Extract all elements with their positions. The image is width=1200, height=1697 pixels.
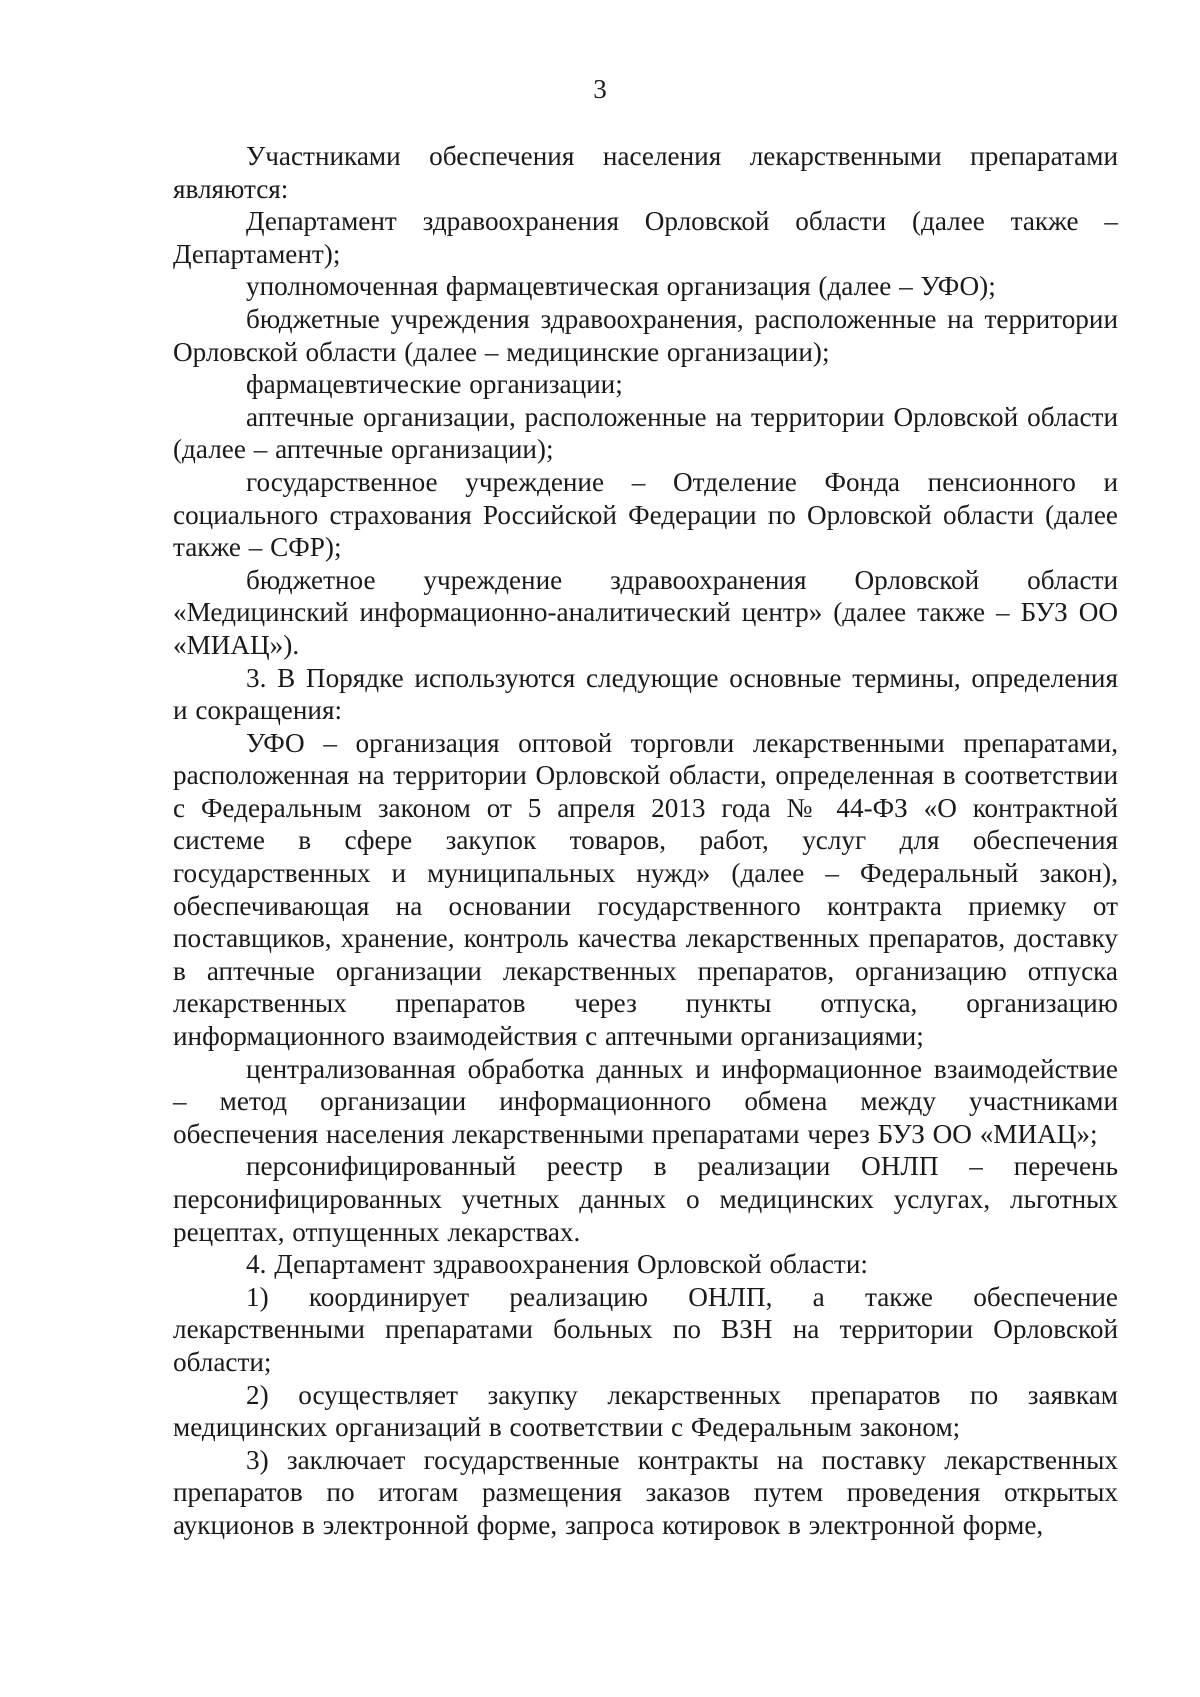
paragraph-department: Департамент здравоохранения Орловской области (далее также – Департамент);: [173, 206, 1118, 269]
paragraph-pharmacy-organizations: аптечные организации, расположенные на территории Орловской области (далее – аптечные организации);: [173, 401, 1118, 465]
paragraph-sfr: государственное учреждение – Отделение Фонда пенсионного и социального страхования Российской Федерации по Орловской области (далее также – СФР);: [173, 466, 1118, 563]
paragraph-centralized-processing: централизованная обработка данных и информационное взаимодействие – метод организации информационного обмена между участниками обеспечения населения лекарственными препаратами через БУЗ ОО «МИАЦ»;: [173, 1053, 1118, 1149]
paragraph-ufo: уполномоченная фармацевтическая организация (далее – УФО);: [246, 271, 996, 302]
paragraph-personalized-registry: персонифицированный реестр в реализации ОНЛП – перечень персонифицированных учетных данных о медицинских услугах, льготных рецептах, отпущенных лекарствах.: [173, 1151, 1118, 1247]
paragraph-participants-intro: Участниками обеспечения населения лекарственными препаратами являются:: [173, 141, 1118, 204]
paragraph-pharmaceutical-organizations: фармацевтические организации;: [246, 369, 623, 400]
paragraph-ufo-definition: УФО – организация оптовой торговли лекарственными препаратами, расположенная на территории Орловской области, определенная в соответствии с Федеральным законом от 5 апреля 2013 года № 44-ФЗ «О контрактной системе в сфере закупок товаров, работ, услуг для обеспечения государственных и муниципальных нужд» (далее – Федеральный закон), обеспечивающая на основании государственного контракта приемку от поставщиков, хранение, контроль качества лекарственных препаратов, доставку в аптечные организации лекарственных препаратов, организацию отпуска лекарственных препаратов через пункты отпуска, организацию информационного взаимодействия с аптечными организациями;: [173, 727, 1118, 1052]
paragraph-section-4-department: 4. Департамент здравоохранения Орловской области:: [246, 1249, 868, 1280]
paragraph-miac: бюджетное учреждение здравоохранения Орловской области «Медицинский информационно-аналитический центр» (далее также – БУЗ ОО «МИАЦ»).: [173, 564, 1118, 660]
page-number: 3: [593, 74, 607, 104]
paragraph-medical-organizations: бюджетные учреждения здравоохранения, расположенные на территории Орловской области (далее – медицинские организации);: [173, 303, 1118, 367]
paragraph-section-3-terms: 3. В Порядке используются следующие основные термины, определения и сокращения:: [173, 662, 1118, 726]
document-body: [173, 140, 1118, 1542]
paragraph-item-3: 3) заключает государственные контракты на поставку лекарственных препаратов по итогам размещения заказов путем проведения открытых аукционов в электронной форме, запроса котировок в электронной форме,: [173, 1444, 1118, 1540]
paragraph-item-1: 1) координирует реализацию ОНЛП, а также обеспечение лекарственными препаратами больных по ВЗН на территории Орловской области;: [173, 1281, 1118, 1377]
paragraph-item-2: 2) осуществляет закупку лекарственных препаратов по заявкам медицинских организаций в соответствии с Федеральным законом;: [173, 1379, 1118, 1443]
